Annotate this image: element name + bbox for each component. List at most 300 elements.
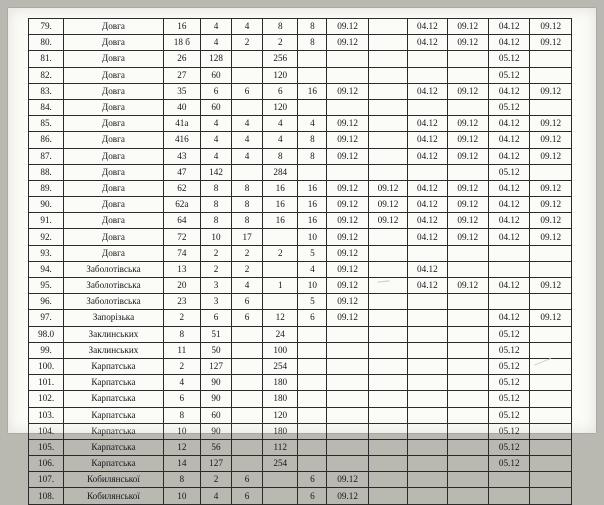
row-cell-c9: 04.12	[408, 197, 447, 213]
row-cell-c3: 2	[200, 245, 231, 261]
row-number: 85.	[29, 116, 64, 132]
row-cell-c6: 16	[298, 180, 327, 196]
row-street-name: Карпатська	[64, 456, 163, 472]
row-cell-c10: 09.12	[447, 83, 488, 99]
row-cell-c7: 09.12	[327, 229, 368, 245]
row-cell-c4	[232, 342, 263, 358]
row-cell-c4: 6	[232, 472, 263, 488]
row-cell-c5: 100	[263, 342, 298, 358]
row-cell-c7	[327, 51, 368, 67]
row-cell-c9	[408, 245, 447, 261]
row-cell-c9	[408, 51, 447, 67]
row-cell-c12: 09.12	[530, 35, 572, 51]
row-cell-c2: 10	[163, 423, 200, 439]
row-cell-c4	[232, 99, 263, 115]
row-number: 94.	[29, 261, 64, 277]
row-cell-c4	[232, 67, 263, 83]
table-row	[29, 245, 572, 261]
row-cell-c6: 6	[298, 488, 327, 504]
row-cell-c5	[263, 488, 298, 504]
row-cell-c7	[327, 423, 368, 439]
row-cell-c5: 112	[263, 439, 298, 455]
row-cell-c10	[447, 472, 488, 488]
row-number: 81.	[29, 51, 64, 67]
row-cell-c11: 04.12	[488, 19, 529, 35]
row-cell-c10	[447, 164, 488, 180]
row-street-name: Карпатська	[64, 391, 163, 407]
row-cell-c9	[408, 391, 447, 407]
row-cell-c7: 09.12	[327, 35, 368, 51]
row-cell-c11: 04.12	[488, 278, 529, 294]
row-cell-c4: 6	[232, 488, 263, 504]
row-cell-c11: 05.12	[488, 326, 529, 342]
row-street-name: Карпатська	[64, 439, 163, 455]
row-street-name: Довга	[64, 116, 163, 132]
row-cell-c11: 04.12	[488, 197, 529, 213]
row-cell-c9	[408, 164, 447, 180]
row-cell-c5: 2	[263, 35, 298, 51]
row-number: 93.	[29, 245, 64, 261]
table-row	[29, 342, 572, 358]
row-cell-c3: 90	[200, 391, 231, 407]
row-cell-c12: 09.12	[530, 213, 572, 229]
row-street-name: Довга	[64, 132, 163, 148]
row-cell-c4: 6	[232, 310, 263, 326]
row-cell-c5: 8	[263, 19, 298, 35]
row-cell-c2: 13	[163, 261, 200, 277]
row-cell-c6: 8	[298, 132, 327, 148]
row-cell-c9: 04.12	[408, 116, 447, 132]
row-cell-c5: 16	[263, 197, 298, 213]
row-cell-c6: 16	[298, 197, 327, 213]
row-cell-c12	[530, 375, 572, 391]
row-cell-c2: 35	[163, 83, 200, 99]
row-cell-c2: 74	[163, 245, 200, 261]
row-cell-c9	[408, 472, 447, 488]
row-street-name: Довга	[64, 213, 163, 229]
row-cell-c2: 26	[163, 51, 200, 67]
row-cell-c4: 2	[232, 245, 263, 261]
row-number: 107.	[29, 472, 64, 488]
row-cell-c2: 416	[163, 132, 200, 148]
row-street-name: Запорізька	[64, 310, 163, 326]
row-street-name: Довга	[64, 197, 163, 213]
row-number: 103.	[29, 407, 64, 423]
row-cell-c8	[368, 35, 407, 51]
row-cell-c3: 50	[200, 342, 231, 358]
row-cell-c6: 5	[298, 245, 327, 261]
row-cell-c3: 90	[200, 423, 231, 439]
row-cell-c8: 09.12	[368, 180, 407, 196]
row-street-name: Довга	[64, 67, 163, 83]
row-cell-c8	[368, 51, 407, 67]
row-cell-c11: 04.12	[488, 116, 529, 132]
row-cell-c4: 4	[232, 19, 263, 35]
table-row	[29, 19, 572, 35]
row-cell-c9: 04.12	[408, 132, 447, 148]
row-cell-c8	[368, 148, 407, 164]
row-cell-c4: 4	[232, 132, 263, 148]
row-cell-c2: 47	[163, 164, 200, 180]
row-cell-c6: 10	[298, 278, 327, 294]
row-cell-c6	[298, 99, 327, 115]
row-cell-c8	[368, 456, 407, 472]
row-cell-c4	[232, 407, 263, 423]
row-cell-c9	[408, 407, 447, 423]
row-cell-c9	[408, 423, 447, 439]
row-cell-c6: 10	[298, 229, 327, 245]
row-cell-c3: 56	[200, 439, 231, 455]
row-cell-c5: 254	[263, 358, 298, 374]
row-cell-c5: 24	[263, 326, 298, 342]
row-cell-c3: 4	[200, 19, 231, 35]
row-cell-c4	[232, 423, 263, 439]
row-cell-c12	[530, 294, 572, 310]
row-cell-c8	[368, 423, 407, 439]
row-cell-c6	[298, 423, 327, 439]
row-cell-c2: 2	[163, 358, 200, 374]
row-cell-c3: 8	[200, 197, 231, 213]
row-cell-c6: 8	[298, 19, 327, 35]
row-cell-c7	[327, 326, 368, 342]
row-cell-c10: 09.12	[447, 132, 488, 148]
row-number: 104.	[29, 423, 64, 439]
row-cell-c4: 8	[232, 213, 263, 229]
row-cell-c10: 09.12	[447, 213, 488, 229]
row-cell-c3: 60	[200, 407, 231, 423]
table-row	[29, 423, 572, 439]
row-street-name: Заклинських	[64, 326, 163, 342]
row-street-name: Довга	[64, 148, 163, 164]
row-cell-c8	[368, 326, 407, 342]
row-number: 89.	[29, 180, 64, 196]
row-cell-c9: 04.12	[408, 213, 447, 229]
row-cell-c8	[368, 375, 407, 391]
row-cell-c12	[530, 261, 572, 277]
row-cell-c6	[298, 51, 327, 67]
row-cell-c3: 2	[200, 261, 231, 277]
row-cell-c11: 05.12	[488, 164, 529, 180]
row-cell-c8	[368, 245, 407, 261]
row-cell-c6: 4	[298, 261, 327, 277]
row-cell-c12	[530, 407, 572, 423]
row-cell-c6: 8	[298, 148, 327, 164]
row-cell-c10	[447, 99, 488, 115]
table-row	[29, 439, 572, 455]
row-cell-c7	[327, 439, 368, 455]
row-number: 83.	[29, 83, 64, 99]
row-number: 102.	[29, 391, 64, 407]
row-cell-c8: 09.12	[368, 213, 407, 229]
row-cell-c10: 09.12	[447, 116, 488, 132]
row-cell-c2: 20	[163, 278, 200, 294]
row-cell-c9	[408, 67, 447, 83]
row-street-name: Довга	[64, 83, 163, 99]
row-cell-c4: 4	[232, 148, 263, 164]
row-cell-c10	[447, 358, 488, 374]
row-number: 98.0	[29, 326, 64, 342]
row-cell-c2: 12	[163, 439, 200, 455]
row-cell-c7: 09.12	[327, 180, 368, 196]
row-cell-c4: 17	[232, 229, 263, 245]
row-cell-c12: 09.12	[530, 180, 572, 196]
table-row	[29, 488, 572, 504]
row-cell-c9	[408, 310, 447, 326]
row-cell-c7	[327, 358, 368, 374]
row-cell-c9: 04.12	[408, 19, 447, 35]
row-cell-c8	[368, 116, 407, 132]
row-cell-c12: 09.12	[530, 148, 572, 164]
row-cell-c4: 4	[232, 278, 263, 294]
row-cell-c12	[530, 439, 572, 455]
row-cell-c7: 09.12	[327, 261, 368, 277]
row-cell-c4	[232, 391, 263, 407]
row-cell-c3: 6	[200, 83, 231, 99]
row-number: 92.	[29, 229, 64, 245]
table-row	[29, 261, 572, 277]
row-cell-c2: 27	[163, 67, 200, 83]
row-cell-c4	[232, 456, 263, 472]
row-cell-c3: 90	[200, 375, 231, 391]
row-street-name: Кобилянської	[64, 472, 163, 488]
row-cell-c12: 09.12	[530, 278, 572, 294]
row-cell-c5: 6	[263, 83, 298, 99]
row-cell-c5: 120	[263, 67, 298, 83]
row-cell-c3: 4	[200, 35, 231, 51]
row-cell-c4	[232, 375, 263, 391]
row-cell-c6	[298, 407, 327, 423]
row-cell-c9: 04.12	[408, 148, 447, 164]
row-cell-c3: 10	[200, 229, 231, 245]
row-cell-c10: 09.12	[447, 35, 488, 51]
row-cell-c6	[298, 391, 327, 407]
row-cell-c10	[447, 423, 488, 439]
row-cell-c7	[327, 342, 368, 358]
row-cell-c7	[327, 375, 368, 391]
row-cell-c5	[263, 261, 298, 277]
table-row	[29, 99, 572, 115]
row-cell-c5: 254	[263, 456, 298, 472]
row-street-name: Карпатська	[64, 358, 163, 374]
scanned-page	[8, 8, 596, 501]
table-row	[29, 358, 572, 374]
row-cell-c3: 60	[200, 99, 231, 115]
row-cell-c12	[530, 391, 572, 407]
row-cell-c2: 43	[163, 148, 200, 164]
row-cell-c3: 127	[200, 358, 231, 374]
row-cell-c8	[368, 19, 407, 35]
table-row	[29, 83, 572, 99]
row-cell-c5	[263, 472, 298, 488]
row-cell-c12: 09.12	[530, 229, 572, 245]
row-cell-c12	[530, 67, 572, 83]
table-row	[29, 407, 572, 423]
row-cell-c9: 04.12	[408, 278, 447, 294]
row-cell-c2: 64	[163, 213, 200, 229]
row-cell-c2: 72	[163, 229, 200, 245]
row-cell-c5: 4	[263, 132, 298, 148]
row-cell-c2: 18 б	[163, 35, 200, 51]
row-cell-c7: 09.12	[327, 294, 368, 310]
row-cell-c7	[327, 164, 368, 180]
row-cell-c10: 09.12	[447, 197, 488, 213]
table-row	[29, 391, 572, 407]
row-cell-c3: 142	[200, 164, 231, 180]
row-cell-c10: 09.12	[447, 180, 488, 196]
row-cell-c6: 16	[298, 213, 327, 229]
row-number: 105.	[29, 439, 64, 455]
row-number: 97.	[29, 310, 64, 326]
row-number: 80.	[29, 35, 64, 51]
row-cell-c7: 09.12	[327, 488, 368, 504]
row-cell-c4	[232, 51, 263, 67]
row-cell-c11: 05.12	[488, 375, 529, 391]
row-cell-c2: 4	[163, 375, 200, 391]
row-cell-c10: 09.12	[447, 229, 488, 245]
row-cell-c12: 09.12	[530, 310, 572, 326]
row-cell-c8	[368, 67, 407, 83]
pencil-mark-icon	[378, 280, 391, 287]
row-cell-c5	[263, 229, 298, 245]
row-cell-c3: 4	[200, 132, 231, 148]
row-cell-c7: 09.12	[327, 278, 368, 294]
row-cell-c4	[232, 164, 263, 180]
row-cell-c3: 3	[200, 294, 231, 310]
row-cell-c10	[447, 310, 488, 326]
row-cell-c4	[232, 326, 263, 342]
row-cell-c11: 05.12	[488, 51, 529, 67]
row-cell-c7	[327, 391, 368, 407]
row-cell-c9	[408, 358, 447, 374]
row-cell-c11: 05.12	[488, 407, 529, 423]
table-row	[29, 456, 572, 472]
row-cell-c6	[298, 375, 327, 391]
row-number: 82.	[29, 67, 64, 83]
row-cell-c11	[488, 261, 529, 277]
row-cell-c10	[447, 456, 488, 472]
row-cell-c8	[368, 488, 407, 504]
row-cell-c2: 62	[163, 180, 200, 196]
row-street-name: Довга	[64, 51, 163, 67]
row-cell-c2: 40	[163, 99, 200, 115]
row-cell-c7	[327, 407, 368, 423]
table-row	[29, 472, 572, 488]
row-cell-c8	[368, 261, 407, 277]
row-street-name: Довга	[64, 164, 163, 180]
row-cell-c8	[368, 342, 407, 358]
row-cell-c10	[447, 439, 488, 455]
row-cell-c11: 04.12	[488, 148, 529, 164]
row-cell-c5: 180	[263, 423, 298, 439]
row-cell-c12	[530, 423, 572, 439]
row-cell-c9: 04.12	[408, 180, 447, 196]
row-cell-c5: 12	[263, 310, 298, 326]
row-cell-c6: 8	[298, 35, 327, 51]
table-row	[29, 67, 572, 83]
row-cell-c10	[447, 245, 488, 261]
row-cell-c7: 09.12	[327, 310, 368, 326]
row-street-name: Карпатська	[64, 375, 163, 391]
row-street-name: Довга	[64, 229, 163, 245]
row-cell-c4: 2	[232, 261, 263, 277]
row-cell-c2: 16	[163, 19, 200, 35]
row-cell-c8: 09.12	[368, 197, 407, 213]
row-cell-c3: 51	[200, 326, 231, 342]
row-number: 101.	[29, 375, 64, 391]
row-cell-c2: 8	[163, 472, 200, 488]
row-cell-c10: 09.12	[447, 278, 488, 294]
row-cell-c10	[447, 375, 488, 391]
row-cell-c5: 180	[263, 375, 298, 391]
row-cell-c8	[368, 132, 407, 148]
row-cell-c5: 284	[263, 164, 298, 180]
row-cell-c3: 8	[200, 180, 231, 196]
row-cell-c6	[298, 439, 327, 455]
row-cell-c8	[368, 391, 407, 407]
row-street-name: Довга	[64, 19, 163, 35]
row-cell-c4: 4	[232, 116, 263, 132]
row-cell-c3: 4	[200, 116, 231, 132]
row-cell-c12: 09.12	[530, 83, 572, 99]
row-cell-c9	[408, 342, 447, 358]
row-cell-c3: 128	[200, 51, 231, 67]
row-cell-c9	[408, 439, 447, 455]
row-cell-c2: 23	[163, 294, 200, 310]
row-cell-c5: 2	[263, 245, 298, 261]
row-number: 84.	[29, 99, 64, 115]
row-cell-c6	[298, 342, 327, 358]
row-street-name: Карпатська	[64, 407, 163, 423]
row-cell-c11: 05.12	[488, 342, 529, 358]
row-number: 106.	[29, 456, 64, 472]
row-cell-c10	[447, 67, 488, 83]
table-row	[29, 278, 572, 294]
row-cell-c12: 09.12	[530, 132, 572, 148]
row-cell-c3: 3	[200, 278, 231, 294]
row-cell-c10	[447, 488, 488, 504]
row-cell-c2: 8	[163, 407, 200, 423]
row-number: 95.	[29, 278, 64, 294]
row-cell-c10: 09.12	[447, 19, 488, 35]
row-cell-c11: 05.12	[488, 358, 529, 374]
row-cell-c2: 14	[163, 456, 200, 472]
row-cell-c8	[368, 229, 407, 245]
row-cell-c10	[447, 326, 488, 342]
row-cell-c4	[232, 439, 263, 455]
row-number: 87.	[29, 148, 64, 164]
row-cell-c12: 09.12	[530, 116, 572, 132]
row-cell-c12	[530, 472, 572, 488]
row-street-name: Довга	[64, 180, 163, 196]
row-cell-c7	[327, 456, 368, 472]
row-cell-c6: 6	[298, 310, 327, 326]
row-cell-c6	[298, 164, 327, 180]
row-cell-c5: 256	[263, 51, 298, 67]
row-cell-c11: 04.12	[488, 213, 529, 229]
row-cell-c11: 05.12	[488, 99, 529, 115]
row-cell-c7: 09.12	[327, 116, 368, 132]
row-cell-c9	[408, 99, 447, 115]
row-cell-c5: 8	[263, 148, 298, 164]
row-cell-c8	[368, 472, 407, 488]
row-number: 88.	[29, 164, 64, 180]
row-cell-c11: 04.12	[488, 132, 529, 148]
row-cell-c11	[488, 488, 529, 504]
row-cell-c9	[408, 326, 447, 342]
row-cell-c3: 4	[200, 148, 231, 164]
row-cell-c2: 41a	[163, 116, 200, 132]
row-cell-c8	[368, 310, 407, 326]
